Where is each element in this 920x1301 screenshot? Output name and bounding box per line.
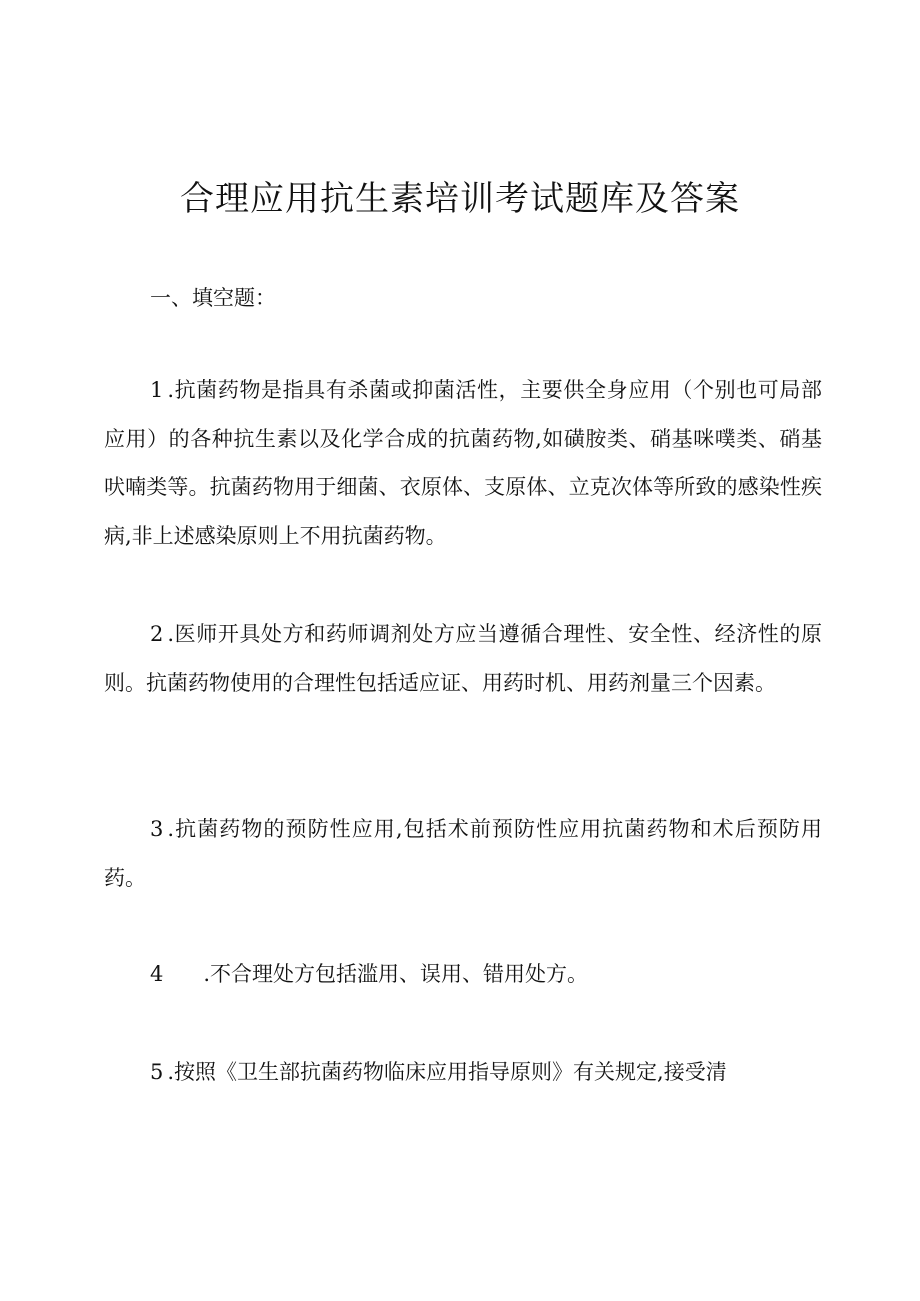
question-1 xyxy=(104,366,822,561)
question-2 xyxy=(104,610,822,707)
question-text: .医师开具处方和药师调剂处方应当遵循合理性、安全性、经济性的原则。抗菌药物使用的合理性包括适应证、用药时机、用药剂量三个因素。 xyxy=(104,622,822,695)
question-text: .抗菌药物是指具有杀菌或抑菌活性，主要供全身应用（个别也可局部应用）的各种抗生素以及化学合成的抗菌药物,如磺胺类、硝基咪噗类、硝基吠喃类等。抗菌药物用于细菌、衣原体、支原体、立克次体等所致的感染性疾病,非上述感染原则上不用抗菌药物。 xyxy=(104,378,822,549)
question-text: .不合理处方包括滥用、误用、错用处方。 xyxy=(203,962,589,986)
question-3 xyxy=(104,805,822,902)
question-number: 3 xyxy=(150,817,164,841)
question-number: 1 xyxy=(150,378,164,402)
question-number: 5 xyxy=(150,1060,164,1084)
question-5 xyxy=(104,1048,822,1097)
question-number: 4 xyxy=(150,962,164,986)
question-text: .按照《卫生部抗菌药物临床应用指导原则》有关规定,接受清 xyxy=(167,1060,727,1084)
question-4 xyxy=(104,950,822,999)
section-heading: 一、填空题： xyxy=(150,286,276,310)
question-text: .抗菌药物的预防性应用,包括术前预防性应用抗菌药物和术后预防用药。 xyxy=(104,817,822,890)
document-title: 合理应用抗生素培训考试题库及答案 xyxy=(180,179,740,219)
question-number: 2 xyxy=(150,622,164,646)
